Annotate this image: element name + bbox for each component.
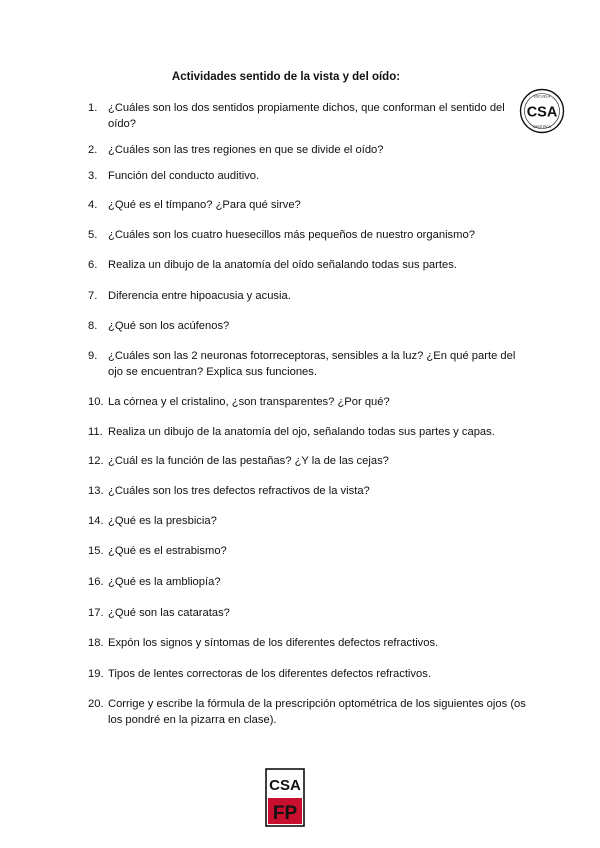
question-item xyxy=(88,168,528,184)
question-text: Expón los signos y síntomas de los diferentes defectos refractivos. xyxy=(108,637,439,649)
question-text: ¿Qué es la ambliopía? xyxy=(108,576,221,588)
question-number: 19. xyxy=(88,668,104,680)
question-item xyxy=(88,394,528,410)
page-title: Actividades sentido de la vista y del oído: xyxy=(171,71,401,83)
question-item xyxy=(88,227,528,243)
question-number: 7. xyxy=(88,290,98,302)
question-number: 6. xyxy=(88,259,98,271)
question-text: ¿Qué son las cataratas? xyxy=(108,607,230,619)
question-text: ¿Qué es el estrabismo? xyxy=(108,545,227,557)
question-text: ¿Cuáles son los cuatro huesecillos más pequeños de nuestro organismo? xyxy=(108,229,475,241)
question-item xyxy=(88,513,528,529)
question-text: ¿Cuál es la función de las pestañas? ¿Y la de las cejas? xyxy=(108,455,389,467)
question-number: 10. xyxy=(88,396,104,408)
question-item xyxy=(88,543,528,559)
question-number: 2. xyxy=(88,144,98,156)
question-item xyxy=(88,142,528,158)
question-item xyxy=(88,696,528,728)
question-text: ¿Cuáles son los tres defectos refractivos de la vista? xyxy=(108,485,370,497)
question-item xyxy=(88,666,528,682)
question-item xyxy=(88,257,528,273)
question-item xyxy=(88,635,528,651)
question-number: 11. xyxy=(88,426,103,438)
question-number: 8. xyxy=(88,320,98,332)
question-number: 18. xyxy=(88,637,104,649)
question-text: Tipos de lentes correctoras de los diferentes defectos refractivos. xyxy=(108,668,431,680)
question-list xyxy=(88,100,528,742)
question-text: Realiza un dibujo de la anatomía del ojo, señalando todas sus partes y capas. xyxy=(108,426,495,438)
question-item xyxy=(88,197,528,213)
question-text: Diferencia entre hipoacusia y acusia. xyxy=(108,290,291,302)
question-number: 13. xyxy=(88,485,104,497)
question-number: 3. xyxy=(88,170,98,182)
question-item xyxy=(88,318,528,334)
question-item xyxy=(88,348,528,380)
question-number: 1. xyxy=(88,102,98,114)
question-text: ¿Cuáles son las tres regiones en que se divide el oído? xyxy=(108,144,384,156)
question-number: 14. xyxy=(88,515,104,527)
question-item xyxy=(88,574,528,590)
question-text: ¿Qué es el tímpano? ¿Para qué sirve? xyxy=(108,199,301,211)
question-item xyxy=(88,424,528,440)
question-text: ¿Cuáles son las 2 neuronas fotorreceptoras, sensibles a la luz? ¿En qué parte del ojo se encuentran? Explica sus funciones. xyxy=(108,350,516,378)
logo-bottom-text: FP xyxy=(272,803,298,824)
question-item xyxy=(88,453,528,469)
seal-top-text: ESCUELA xyxy=(533,94,551,99)
question-text: Realiza un dibujo de la anatomía del oído señalando todas sus partes. xyxy=(108,259,457,271)
question-item xyxy=(88,605,528,621)
question-item xyxy=(88,100,528,132)
question-number: 17. xyxy=(88,607,104,619)
question-text: ¿Qué son los acúfenos? xyxy=(108,320,230,332)
question-number: 9. xyxy=(88,350,98,362)
question-number: 16. xyxy=(88,576,104,588)
question-number: 12. xyxy=(88,455,104,467)
question-text: Corrige y escribe la fórmula de la prescripción optométrica de los siguientes ojos (os los pondré en la pizarra en clase). xyxy=(108,698,526,726)
seal-bottom-text: CIENTIFICA xyxy=(533,124,551,129)
question-number: 4. xyxy=(88,199,98,211)
question-item xyxy=(88,288,528,304)
logo-top-text: CSA xyxy=(269,777,301,794)
question-text: La córnea y el cristalino, ¿son transparentes? ¿Por qué? xyxy=(108,396,390,408)
csa-fp-logo-icon xyxy=(265,768,305,827)
seal-letters: CSA xyxy=(526,104,558,121)
question-item xyxy=(88,483,528,499)
question-number: 15. xyxy=(88,545,104,557)
question-number: 5. xyxy=(88,229,98,241)
question-text: ¿Cuáles son los dos sentidos propiamente dichos, que conforman el sentido del oído? xyxy=(108,102,505,130)
question-text: Función del conducto auditivo. xyxy=(108,170,260,182)
question-text: ¿Qué es la presbicia? xyxy=(108,515,217,527)
question-number: 20. xyxy=(88,698,104,710)
